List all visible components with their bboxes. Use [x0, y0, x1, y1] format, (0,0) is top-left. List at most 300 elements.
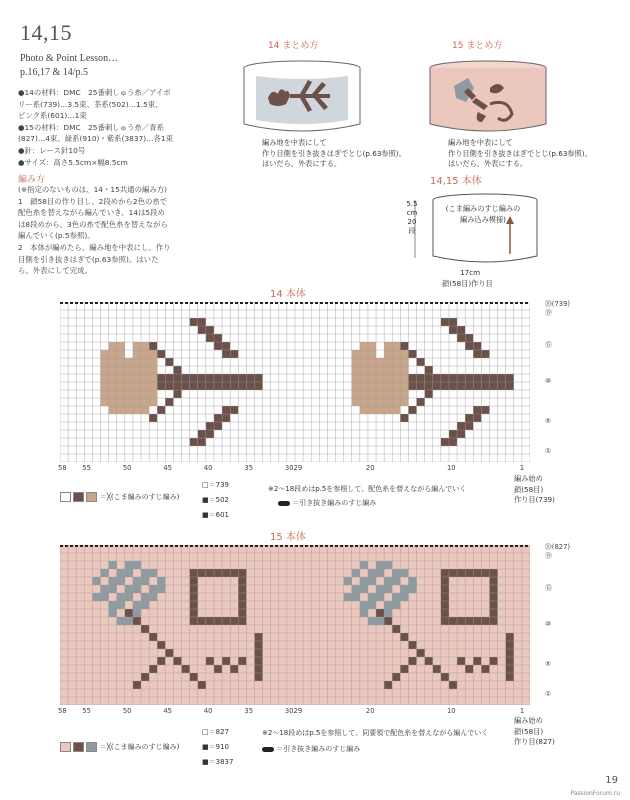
stitch-cell: [190, 577, 198, 585]
stitch-cell: [392, 342, 400, 350]
legend-item: □＝739: [202, 481, 229, 489]
stitch-cell: [230, 406, 238, 414]
stitch-cell: [117, 382, 125, 390]
stitch-cell: [392, 390, 400, 398]
stitch-cell: [360, 577, 368, 585]
inner-line: 編み込み模様): [460, 214, 506, 224]
stitch-cell: [473, 374, 481, 382]
caption-line: 作り目側を引き抜きはぎでとじ(p.63参照)。: [448, 148, 592, 158]
stitch-cell: [222, 382, 230, 390]
stitch-cell: [392, 673, 400, 681]
stitch-cell: [117, 398, 125, 406]
stitch-cell: [465, 342, 473, 350]
stitch-cell: [238, 609, 246, 617]
row-label: ⑤: [545, 660, 552, 668]
materials-line: ●14の材料：DMC 25番刺しゅう糸／アイボ: [18, 88, 171, 97]
stitch-cell: [133, 601, 141, 609]
stitch-cell: [133, 374, 141, 382]
legend-item: ■＝601: [202, 511, 229, 519]
stitch-cell: [222, 569, 230, 577]
stitch-cell: [101, 382, 109, 390]
stitch-cell: [441, 585, 449, 593]
stitch-cell: [376, 617, 384, 625]
stitch-cell: [117, 569, 125, 577]
materials-block: [18, 87, 208, 168]
stitch-cell: [368, 593, 376, 601]
stitch-cell: [368, 382, 376, 390]
row-label: ①: [545, 447, 552, 455]
chart14-note: ※2〜18段めはp.5を参照して、配色糸を替えながら編んでいく: [268, 485, 467, 493]
stitch-cell: [133, 406, 141, 414]
stitch-cell: [376, 406, 384, 414]
stitch-cell: [149, 569, 157, 577]
stitch-cell: [384, 601, 392, 609]
x-tick-label: 55: [82, 464, 91, 472]
stitch-cell: [109, 601, 117, 609]
stitch-cell: [465, 422, 473, 430]
materials-line: ●15の材料：DMC 25番刺しゅう糸／青系: [18, 122, 164, 132]
stitch-cell: [481, 617, 489, 625]
stitch-cell: [198, 681, 206, 689]
stitch-cell: [360, 398, 368, 406]
stitch-cell: [368, 406, 376, 414]
stitch-cell: [400, 390, 408, 398]
stitch-cell: [352, 350, 360, 358]
stitch-cell: [457, 326, 465, 334]
chart14-title: 14 本体: [270, 289, 306, 300]
stitch-cell: [376, 585, 384, 593]
stitch-cell: [230, 665, 238, 673]
rows-value: 20: [407, 218, 417, 226]
stitch-cell: [238, 382, 246, 390]
materials-line: ●サイズ：高さ5.5cm×幅8.5cm: [18, 157, 128, 167]
stitch-cell: [408, 350, 416, 358]
stitch-cell: [368, 577, 376, 585]
stitch-cell: [182, 374, 190, 382]
stitch-cell: [360, 390, 368, 398]
stitch-cell: [125, 382, 133, 390]
stitch-cell: [441, 577, 449, 585]
stitch-cell: [360, 374, 368, 382]
stitch-cell: [408, 382, 416, 390]
stitch-cell: [198, 430, 206, 438]
row-label: ⑤: [545, 417, 552, 425]
stitch-cell: [425, 382, 433, 390]
legend-key: ＝╳(こま編みのすじ編み): [99, 493, 180, 501]
stitch-cell: [457, 617, 465, 625]
stitch-cell: [376, 390, 384, 398]
start-line: 鎖(58目): [514, 484, 544, 494]
stitch-cell: [376, 358, 384, 366]
stitch-cell: [238, 593, 246, 601]
stitch-cell: [149, 358, 157, 366]
x-tick-label: 10: [446, 707, 456, 715]
body-chain: 鎖(58目)作り目: [442, 279, 493, 288]
stitch-cell: [400, 569, 408, 577]
stitch-cell: [214, 617, 222, 625]
stitch-cell: [101, 585, 109, 593]
stitch-cell: [408, 406, 416, 414]
stitch-cell: [376, 374, 384, 382]
method-line: 目側を引き抜きはぎで(p.63参照)。はいた: [18, 254, 159, 264]
stitch-cell: [149, 633, 157, 641]
finish15-caption: [448, 138, 592, 170]
stitch-cell: [254, 633, 262, 641]
stitch-cell: [206, 422, 214, 430]
stitch-cell: [392, 374, 400, 382]
stitch-cell: [254, 665, 262, 673]
stitch-cell: [173, 366, 181, 374]
stitch-cell: [214, 342, 222, 350]
stitch-cell: [254, 673, 262, 681]
watermark: PassionForum.ru: [570, 790, 620, 797]
stitch-cell: [368, 617, 376, 625]
stitch-cell: [141, 342, 149, 350]
stitch-cell: [384, 350, 392, 358]
stitch-cell: [141, 390, 149, 398]
stitch-cell: [441, 617, 449, 625]
stitch-cell: [441, 382, 449, 390]
x-tick-label: 45: [163, 707, 172, 715]
stitch-cell: [190, 318, 198, 326]
stitch-cell: [433, 374, 441, 382]
stitch-cell: [489, 593, 497, 601]
caption-line: 作り目側を引き抜きはぎでとじ(p.63参照)。: [262, 148, 406, 158]
stitch-cell: [125, 569, 133, 577]
stitch-cell: [368, 358, 376, 366]
stitch-cell: [109, 390, 117, 398]
stitch-cell: [417, 398, 425, 406]
stitch-cell: [157, 577, 165, 585]
stitch-cell: [465, 569, 473, 577]
stitch-cell: [190, 438, 198, 446]
stitch-cell: [117, 601, 125, 609]
stitch-cell: [506, 665, 514, 673]
stitch-cell: [198, 326, 206, 334]
stitch-cell: [481, 665, 489, 673]
legend-item: □＝827: [202, 728, 229, 736]
stitch-cell: [506, 374, 514, 382]
stitch-cell: [392, 366, 400, 374]
stitch-cell: [157, 350, 165, 358]
slip-label: ＝引き抜き編みのすじ編み: [292, 499, 377, 507]
stitch-cell: [133, 390, 141, 398]
start-line: 編み始め: [514, 474, 543, 483]
stitch-cell: [101, 358, 109, 366]
stitch-cell: [165, 374, 173, 382]
stitch-cell: [198, 318, 206, 326]
stitch-cell: [109, 342, 117, 350]
stitch-cell: [392, 350, 400, 358]
stitch-cell: [473, 569, 481, 577]
stitch-cell: [376, 609, 384, 617]
stitch-cell: [254, 649, 262, 657]
stitch-cell: [473, 342, 481, 350]
stitch-cell: [173, 390, 181, 398]
stitch-cell: [352, 390, 360, 398]
rows-unit: 段: [408, 227, 416, 235]
stitch-cell: [400, 382, 408, 390]
stitch-cell: [489, 609, 497, 617]
stitch-cell: [206, 617, 214, 625]
stitch-cell: [498, 374, 506, 382]
stitch-cell: [173, 374, 181, 382]
page-title: 14,15: [20, 20, 72, 45]
stitch-cell: [489, 374, 497, 382]
stitch-cell: [506, 641, 514, 649]
stitch-cell: [117, 406, 125, 414]
finish14-caption: [262, 138, 406, 170]
stitch-cell: [101, 398, 109, 406]
stitch-cell: [222, 406, 230, 414]
stitch-cell: [498, 382, 506, 390]
stitch-cell: [441, 569, 449, 577]
stitch-cell: [125, 358, 133, 366]
stitch-cell: [489, 657, 497, 665]
stitch-cell: [198, 374, 206, 382]
stitch-cell: [360, 382, 368, 390]
stitch-cell: [400, 633, 408, 641]
stitch-cell: [133, 350, 141, 358]
body-diagram-title: 14,15 本体: [430, 176, 482, 187]
stitch-cell: [506, 382, 514, 390]
stitch-cell: [433, 382, 441, 390]
stitch-cell: [117, 342, 125, 350]
stitch-cell: [417, 358, 425, 366]
stitch-cell: [465, 374, 473, 382]
stitch-cell: [384, 681, 392, 689]
stitch-cell: [157, 585, 165, 593]
stitch-cell: [392, 398, 400, 406]
stitch-cell: [133, 366, 141, 374]
stitch-cell: [506, 657, 514, 665]
stitch-cell: [141, 601, 149, 609]
stitch-cell: [101, 569, 109, 577]
stitch-cell: [465, 414, 473, 422]
method-line: ら、外表にして完成。: [18, 266, 92, 276]
start-line: 編み始め: [514, 716, 543, 725]
stitch-cell: [441, 593, 449, 601]
stitch-cell: [198, 438, 206, 446]
stitch-cell: [352, 593, 360, 601]
x-tick-label: 20: [365, 707, 375, 715]
page-number: 19: [605, 775, 618, 786]
stitch-cell: [400, 358, 408, 366]
stitch-cell: [149, 390, 157, 398]
stitch-cell: [457, 374, 465, 382]
stitch-cell: [222, 414, 230, 422]
body-inner-label: [440, 204, 526, 225]
stitch-cell: [109, 577, 117, 585]
page-reference: p.16,17 & 14/p.5: [20, 67, 89, 78]
stitch-cell: [352, 585, 360, 593]
stitch-cell: [117, 366, 125, 374]
stitch-cell: [141, 358, 149, 366]
stitch-cell: [449, 569, 457, 577]
stitch-cell: [360, 358, 368, 366]
stitch-cell: [222, 657, 230, 665]
stitch-cell: [149, 585, 157, 593]
stitch-cell: [117, 390, 125, 398]
stitch-cell: [408, 577, 416, 585]
stitch-cell: [109, 350, 117, 358]
stitch-cell: [149, 366, 157, 374]
stitch-cell: [400, 342, 408, 350]
legend-item: ■＝910: [202, 743, 229, 751]
materials-line: リー系(739)…3.5束、茶系(502)…1.5束、: [18, 99, 163, 109]
stitch-cell: [109, 406, 117, 414]
stitch-cell: [238, 577, 246, 585]
x-tick-label: 1: [519, 464, 525, 472]
stitch-cell: [408, 641, 416, 649]
stitch-cell: [368, 342, 376, 350]
stitch-cell: [481, 350, 489, 358]
stitch-cell: [222, 342, 230, 350]
stitch-cell: [206, 430, 214, 438]
stitch-cell: [408, 585, 416, 593]
stitch-cell: [473, 617, 481, 625]
stitch-cell: [449, 438, 457, 446]
stitch-cell: [165, 398, 173, 406]
stitch-cell: [198, 382, 206, 390]
chart14-row-labels: [545, 298, 625, 458]
stitch-cell: [368, 601, 376, 609]
stitch-cell: [392, 569, 400, 577]
method-line: 編んでいく(p.5参照)。: [18, 231, 95, 241]
stitch-cell: [465, 382, 473, 390]
stitch-cell: [109, 585, 117, 593]
row-label: ①: [545, 690, 552, 698]
stitch-cell: [206, 326, 214, 334]
stitch-cell: [101, 350, 109, 358]
stitch-cell: [230, 569, 238, 577]
caption-line: 編み地を中表にして: [448, 138, 513, 147]
method-line: は8段めから、3色の糸で配色糸を替えながら: [18, 219, 168, 229]
stitch-cell: [109, 609, 117, 617]
stitch-cell: [376, 398, 384, 406]
stitch-cell: [214, 414, 222, 422]
x-tick-label: 50: [122, 707, 132, 715]
row-label: ⑮: [545, 584, 552, 592]
stitch-cell: [214, 422, 222, 430]
stitch-cell: [449, 617, 457, 625]
finish15-title: 15 まとめ方: [452, 41, 503, 51]
stitch-cell: [400, 398, 408, 406]
stitch-cell: [384, 617, 392, 625]
swatch: [86, 742, 97, 752]
stitch-cell: [449, 681, 457, 689]
stitch-cell: [125, 593, 133, 601]
stitch-cell: [190, 617, 198, 625]
materials-line: ピンク系(601)…1束: [18, 111, 87, 121]
materials-line: (827)…4束、緑系(910)・紫系(3837)…各1束: [18, 134, 174, 144]
stitch-cell: [230, 617, 238, 625]
stitch-cell: [173, 382, 181, 390]
stitch-cell: [417, 382, 425, 390]
stitch-cell: [368, 569, 376, 577]
row-label: ⑲: [545, 552, 552, 560]
method-block: [18, 184, 218, 277]
stitch-cell: [384, 390, 392, 398]
stitch-cell: [141, 625, 149, 633]
stitch-cell: [352, 398, 360, 406]
stitch-cell: [117, 358, 125, 366]
stitch-cell: [465, 334, 473, 342]
chart14-slip: [278, 498, 376, 508]
chart15-x-ticks: [60, 707, 530, 717]
stitch-cell: [246, 382, 254, 390]
stitch-cell: [149, 342, 157, 350]
chart15-row-labels: [545, 541, 625, 701]
materials-line: ●針：レース針10号: [18, 145, 86, 155]
stitch-cell: [489, 617, 497, 625]
stitch-cell: [125, 406, 133, 414]
stitch-cell: [133, 561, 141, 569]
stitch-cell: [173, 657, 181, 665]
stitch-cell: [238, 585, 246, 593]
stitch-cell: [465, 665, 473, 673]
stitch-cell: [449, 326, 457, 334]
stitch-cell: [473, 414, 481, 422]
stitch-cell: [133, 342, 141, 350]
method-line: 2 本体が編めたら、編み地を中表にし、作り: [18, 242, 171, 252]
stitch-cell: [506, 649, 514, 657]
stitch-cell: [254, 657, 262, 665]
stitch-cell: [473, 406, 481, 414]
chart14-color-list: [202, 478, 229, 523]
stitch-cell: [157, 374, 165, 382]
finish14-illustration: [242, 58, 362, 138]
stitch-cell: [360, 406, 368, 414]
stitch-cell: [182, 382, 190, 390]
stitch-cell: [384, 366, 392, 374]
start-line: 鎖(58目): [514, 726, 544, 736]
stitch-cell: [133, 398, 141, 406]
row-label: ⑩: [545, 377, 552, 385]
body-width: 17cm: [460, 268, 481, 277]
stitch-cell: [368, 366, 376, 374]
stitch-cell: [489, 577, 497, 585]
method-line: 配色糸を替えながら編んでいき、14は5段め: [18, 208, 165, 218]
stitch-cell: [384, 577, 392, 585]
stitch-cell: [506, 673, 514, 681]
stitch-cell: [133, 617, 141, 625]
stitch-cell: [473, 657, 481, 665]
stitch-cell: [182, 665, 190, 673]
row-label: ⑮: [545, 341, 552, 349]
stitch-cell: [360, 585, 368, 593]
stitch-cell: [238, 657, 246, 665]
stitch-cell: [408, 657, 416, 665]
stitch-cell: [117, 350, 125, 358]
stitch-cell: [392, 577, 400, 585]
stitch-cell: [109, 374, 117, 382]
stitch-cell: [344, 577, 352, 585]
stitch-cell: [360, 561, 368, 569]
stitch-cell: [149, 398, 157, 406]
stitch-cell: [190, 374, 198, 382]
stitch-cell: [449, 318, 457, 326]
finish14-title: 14 まとめ方: [268, 41, 319, 51]
stitch-cell: [141, 350, 149, 358]
stitch-cell: [125, 390, 133, 398]
stitch-cell: [149, 665, 157, 673]
stitch-cell: [125, 585, 133, 593]
stitch-cell: [141, 374, 149, 382]
stitch-cell: [165, 358, 173, 366]
height-unit: cm: [406, 209, 418, 217]
stitch-cell: [481, 382, 489, 390]
